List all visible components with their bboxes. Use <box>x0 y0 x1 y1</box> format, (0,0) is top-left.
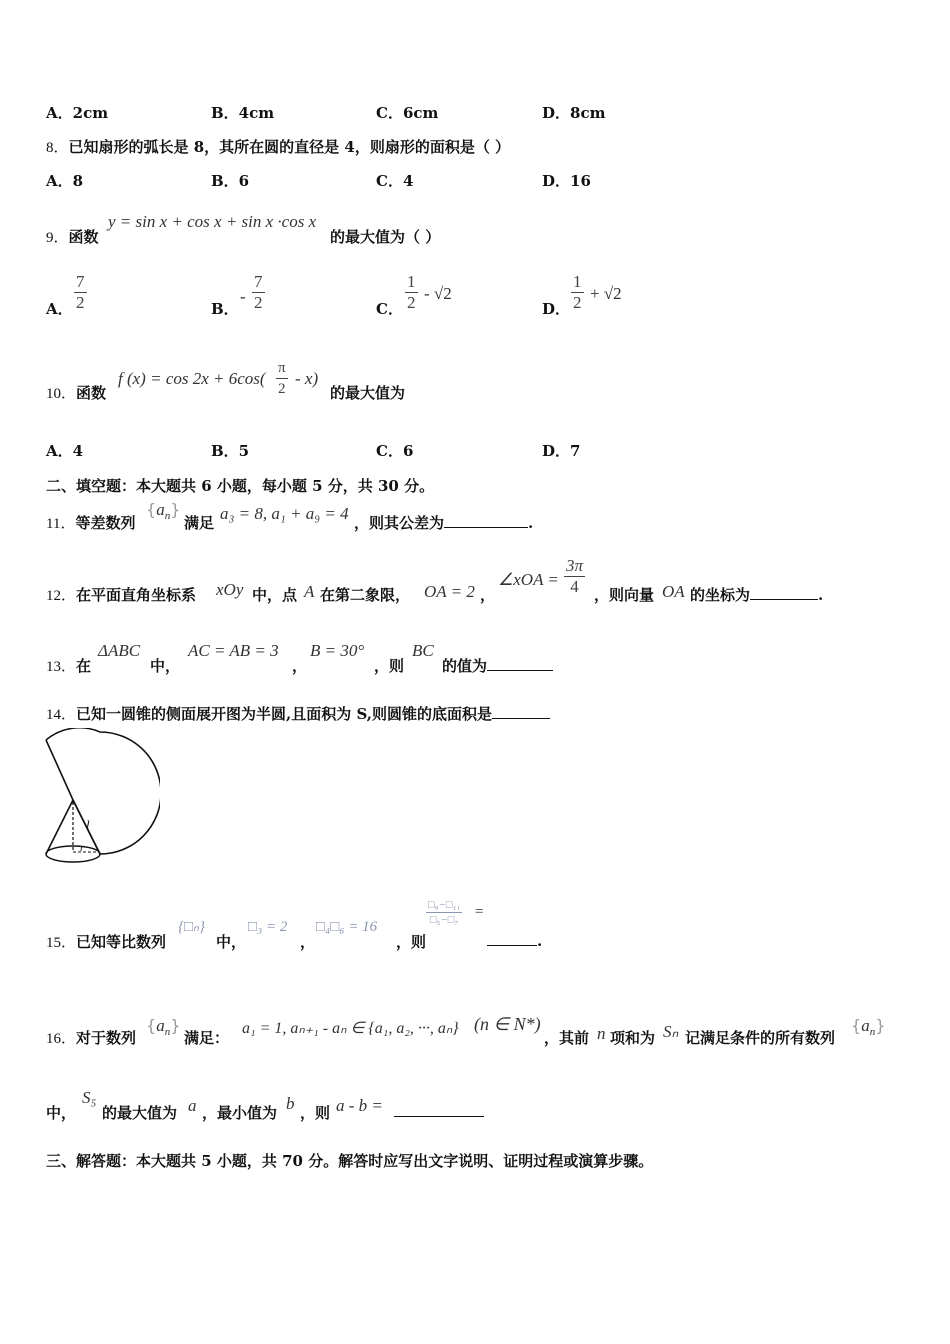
q12-text-3: 在第二象限， <box>320 586 411 604</box>
q10-lead: 函数 <box>76 384 107 402</box>
q16-text-2: 满足： <box>184 1029 230 1047</box>
q11-stem <box>46 512 135 533</box>
q16-n-in-n: (n ∈ N*) <box>474 1014 541 1034</box>
q10-formula-left: f (x) = cos 2x + 6cos( <box>118 369 266 388</box>
q10-option-a: A．4 <box>46 442 84 460</box>
q13-bc: BC <box>412 641 434 660</box>
q16-line2-text-4: ，则 <box>300 1104 331 1122</box>
q9-lead: 函数 <box>68 228 99 246</box>
q14-answer-blank[interactable] <box>492 704 550 719</box>
q9-option-b-label: B． <box>211 300 239 318</box>
q16-n: n <box>597 1024 606 1043</box>
q13-comma: ， <box>292 657 308 675</box>
q15-equals: = <box>475 904 484 920</box>
q11-sequence: $\{a_n\}$ <box>146 500 181 522</box>
q12-angle: ∠xOA = <box>498 570 559 589</box>
q8-stem <box>46 136 510 157</box>
q12-angle-fraction: $\frac{3\pi}{4}$ <box>566 556 584 596</box>
q11-answer-blank[interactable] <box>444 513 528 528</box>
q15-number: 15． <box>46 935 77 951</box>
q12-number: 12． <box>46 588 77 604</box>
q14-label-r: r <box>80 842 85 854</box>
q14-text: 已知一圆锥的侧面展开图为半圆,且面积为 S,则圆锥的底面积是 <box>76 705 492 723</box>
q16-answer <box>394 1102 484 1121</box>
q16-text-1: 对于数列 <box>76 1029 137 1047</box>
q9-option-c-label: C． <box>376 300 403 318</box>
q11-condition: a₃ = 8, a₁ + a₉ = 4 <box>220 504 349 523</box>
q16-a: a <box>188 1096 197 1115</box>
q10-formula-fraction: $\frac{\pi}{2}$ <box>278 360 286 397</box>
q15-text-2: 中， <box>216 933 247 951</box>
q12-text-2: 中，点 <box>252 586 298 604</box>
q10-number: 10． <box>46 386 77 402</box>
q7-option-c: C．6cm <box>376 104 439 122</box>
q16-line2-text-1: 中， <box>46 1104 77 1122</box>
q16-condition: a₁ = 1, aₙ₊₁ - aₙ ∈ {a₁, a₂, ···, aₙ} <box>242 1020 459 1037</box>
q12-text-4: ，则向量 <box>594 586 655 604</box>
q13-condition-2: B = 30° <box>310 641 365 660</box>
section-2-heading: 二、填空题：本大题共 6 小题，每小题 5 分，共 30 分。 <box>46 477 435 495</box>
q14-label-l: l <box>86 817 90 832</box>
q9-option-b-fraction: $\frac{7}{2}$ <box>254 272 263 312</box>
q14-cone-figure <box>40 728 160 874</box>
q9-number: 9． <box>46 230 69 246</box>
q16-text-4: 项和为 <box>610 1029 656 1047</box>
q15-text-1: 已知等比数列 <box>76 933 167 951</box>
q15-fraction: □₉−□₁₁ □₅−□₇ <box>428 899 461 926</box>
q16-s5: S₅ <box>82 1088 97 1107</box>
q11-number: 11． <box>46 516 76 532</box>
q15-condition-1: □₃ = 2 <box>248 919 288 935</box>
q16-stem <box>46 1027 136 1048</box>
q15-answer-blank[interactable] <box>487 931 537 946</box>
q9-option-b-sign: - <box>240 287 246 306</box>
q7-option-a: A．2cm <box>46 104 109 122</box>
q9-option-d-fraction: $\frac{1}{2}$ <box>573 272 582 312</box>
q13-text-4: 的值为 <box>442 655 553 676</box>
q7-option-d: D．8cm <box>542 104 606 122</box>
q10-option-b: B．5 <box>211 442 250 460</box>
q9-option-a-fraction: $\frac{7}{2}$ <box>76 272 85 312</box>
q8-number: 8． <box>46 140 69 156</box>
q13-text-1: 在 <box>76 657 92 675</box>
q15-text-3: ，则 <box>396 933 427 951</box>
q10-option-c: C．6 <box>376 442 414 460</box>
q15-answer: . <box>487 931 542 950</box>
q13-number: 13． <box>46 659 77 675</box>
q15-sequence: {□ₙ} <box>178 919 206 935</box>
q12-text-1: 在平面直角坐标系 <box>76 586 197 604</box>
q8-option-d: D．16 <box>542 172 591 190</box>
q8-text: 已知扇形的弧长是 8，其所在圆的直径是 4，则扇形的面积是（ ） <box>68 138 511 156</box>
q16-text-5: 记满足条件的所有数列 <box>685 1029 836 1047</box>
q13-stem <box>46 655 91 676</box>
q8-option-b: B．6 <box>211 172 250 190</box>
q9-option-d-rest: + √2 <box>590 284 622 303</box>
q13-condition-1: AC = AB = 3 <box>188 641 279 660</box>
q14-number: 14． <box>46 707 77 723</box>
q12-vector: OA <box>662 582 685 601</box>
q16-answer-blank[interactable] <box>394 1102 484 1117</box>
q16-line2-text-2: 的最大值为 <box>102 1104 178 1122</box>
q8-option-a: A．8 <box>46 172 84 190</box>
q16-sequence: $\{a_n\}$ <box>146 1016 181 1038</box>
q12-oa-length: OA = 2 <box>424 582 475 601</box>
q16-sn: Sₙ <box>663 1022 679 1041</box>
q14-stem <box>46 703 550 724</box>
q16-b: b <box>286 1094 295 1113</box>
q16-expression: a - b = <box>336 1096 383 1115</box>
q15-stem <box>46 931 166 952</box>
q10-option-d: D．7 <box>542 442 581 460</box>
q10-tail: 的最大值为 <box>330 384 406 402</box>
q16-line2-text-3: ，最小值为 <box>202 1104 278 1122</box>
q9-tail: 的最大值为（ ） <box>330 228 441 246</box>
q10-formula-right: - x) <box>295 369 319 388</box>
q12-point-a: A <box>304 582 315 601</box>
q11-text-1: 等差数列 <box>75 514 136 532</box>
q13-text-2: 中， <box>150 657 181 675</box>
q9-option-c-rest: - √2 <box>424 284 452 303</box>
q13-answer-blank[interactable] <box>487 656 553 671</box>
q15-comma: ， <box>300 933 316 951</box>
q14-semicircle-arc <box>46 728 160 854</box>
q16-text-3: ，其前 <box>544 1029 590 1047</box>
q7-option-b: B．4cm <box>211 104 275 122</box>
q9-option-c-fraction: $\frac{1}{2}$ <box>407 272 416 312</box>
q12-stem <box>46 584 196 605</box>
q8-option-c: C．4 <box>376 172 414 190</box>
q11-text-3: ，则其公差为 . <box>354 514 534 532</box>
q12-xoy: xOy <box>216 580 244 599</box>
q12-text-5: 的坐标为 . <box>690 586 824 604</box>
q16-number: 16． <box>46 1031 77 1047</box>
q9-option-a-label: A． <box>46 300 73 318</box>
q16-sequence-2: $\{a_n\}$ <box>851 1016 886 1038</box>
q10-stem <box>46 382 106 403</box>
q9-option-d-label: D． <box>542 300 571 318</box>
q9-stem <box>46 226 99 247</box>
q11-text-2: 满足 <box>184 514 215 532</box>
q15-condition-2: □₄□₆ = 16 <box>316 919 378 935</box>
q12-comma: ， <box>480 586 496 604</box>
q13-text-3: ，则 <box>374 657 405 675</box>
q13-triangle: ΔABC <box>98 641 141 660</box>
q9-formula: y = sin x + cos x + sin x ·cos x <box>108 212 317 231</box>
section-3-heading: 三、解答题：本大题共 5 小题，共 70 分。解答时应写出文字说明、证明过程或演算步骤。 <box>46 1152 654 1170</box>
q12-answer-blank[interactable] <box>750 585 818 600</box>
